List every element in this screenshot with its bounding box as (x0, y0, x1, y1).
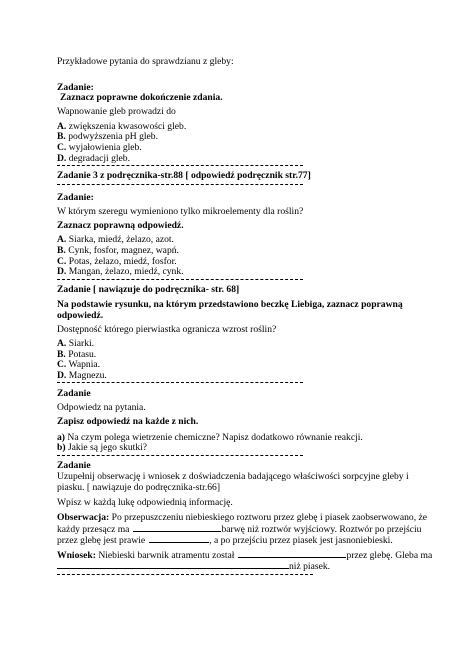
option-text: wyjałowienia gleb. (68, 142, 142, 153)
dashed-separator (57, 455, 303, 456)
observation-text: przez glebę jest prawie (57, 535, 146, 546)
task3-heading: Zadanie [ nawiązuje do podręcznika- str. 68] (57, 284, 240, 295)
option-letter: C. (57, 142, 67, 153)
option-text: podwyższenia pH gleb. (68, 131, 159, 142)
observation-text: barwę niż roztwór wyjściowy. Roztwór po przejściu (221, 524, 422, 535)
task2-option-a (57, 234, 174, 246)
task5-line2: piasku. [ nawiązuje do podręcznika-str.66] (57, 482, 221, 493)
item-letter: a) (57, 432, 65, 443)
option-letter: A. (57, 338, 67, 349)
task3-question: Dostępność którego pierwiastka ogranicza wzrost roślin? (57, 324, 277, 335)
task4-item-b (57, 442, 147, 454)
item-letter: b) (57, 442, 66, 453)
task4-heading: Zadanie (57, 388, 91, 399)
observation-label: Obserwacja: (57, 512, 110, 523)
task5-heading: Zadanie (57, 460, 91, 471)
task3-instruction-line2: odpowiedź. (57, 310, 104, 321)
option-letter: C. (57, 256, 67, 267)
task3-option-c (57, 359, 100, 371)
task5-line1: Uzupełnij obserwację i wniosek z doświadczenia badającego właściwości sorpcyjne gleby i (57, 471, 409, 482)
task2-question: W którym szeregu wymieniono tylko mikroelementy dla roślin? (57, 206, 304, 217)
option-letter: A. (57, 121, 67, 132)
option-letter: D. (57, 370, 67, 381)
option-letter: B. (57, 349, 66, 360)
observation-text: każdy przesącz ma (57, 524, 130, 535)
option-letter: D. (57, 153, 67, 164)
option-letter: B. (57, 245, 66, 256)
conclusion-text: niż piasek. (289, 561, 331, 572)
task2-instruction: Zaznacz poprawną odpowiedź. (57, 220, 184, 231)
task2-option-d (57, 266, 184, 278)
option-text: Potas, żelazo, miedź, fosfor. (68, 256, 177, 267)
task1-heading: Zadanie: (57, 82, 94, 93)
option-text: zwiększenia kwasowości gleb. (68, 121, 187, 132)
task1-option-c (57, 142, 142, 154)
document-title: Przykładowe pytania do sprawdzianu z gleby: (57, 56, 234, 67)
task3-option-a (57, 338, 94, 350)
option-text: Siarka, miedź, żelazo, azot. (68, 234, 174, 245)
task2-option-b (57, 245, 179, 257)
conclusion-line2 (57, 560, 330, 573)
item-text: Jakie są jego skutki? (67, 442, 148, 453)
dashed-separator (57, 184, 303, 185)
option-text: Mangan, żelazo, miedź, cynk. (68, 266, 184, 277)
option-text: Potasu. (68, 349, 97, 360)
task3-option-d (57, 370, 107, 382)
task2-heading: Zadanie: (57, 192, 94, 203)
observation-text: , a po przejściu przez piasek jest jasnoniebieski. (209, 535, 393, 546)
option-letter: D. (57, 266, 67, 277)
option-letter: C. (57, 359, 67, 370)
dashed-separator (57, 574, 313, 575)
observation-line1 (57, 512, 427, 524)
observation-text: Po przepuszczeniu niebieskiego roztworu przez glebę i piasek zaobserwowano, że (111, 512, 428, 523)
task4-instruction: Zapisz odpowiedź na każde z nich. (57, 416, 199, 427)
task5-line3: Wpisz w każdą lukę odpowiednią informację. (57, 497, 233, 508)
dashed-separator (57, 382, 303, 383)
task1-option-b (57, 131, 158, 143)
option-text: Siarki. (68, 338, 95, 349)
textbook-reference: Zadanie 3 z podręcznika-str.88 [ odpowiedź podręcznik str.77] (57, 170, 311, 181)
task1-instruction: Zaznacz poprawne dokończenie zdania. (60, 92, 223, 103)
fill-in-blank[interactable] (149, 534, 209, 543)
option-text: Wapnia. (68, 359, 101, 370)
task3-instruction-line1: Na podstawie rysunku, na którym przedstawiono beczkę Liebiga, zaznacz poprawną (57, 299, 403, 310)
fill-in-blank[interactable] (133, 523, 221, 532)
conclusion-text: przez glebę. Gleba ma (346, 550, 433, 561)
task4-intro: Odpowiedz na pytania. (57, 402, 146, 413)
conclusion-label: Wniosek: (57, 550, 96, 561)
option-letter: B. (57, 131, 66, 142)
fill-in-blank[interactable] (238, 549, 346, 558)
option-text: degradacji gleb. (68, 153, 130, 164)
dashed-separator (57, 279, 303, 280)
option-letter: A. (57, 234, 67, 245)
observation-line3 (57, 534, 393, 547)
task1-option-d (57, 153, 130, 165)
item-text: Na czym polega wietrzenie chemiczne? Napisz dodatkowo równanie reakcji. (67, 432, 363, 443)
option-text: Cynk, fosfor, magnez, wapń. (68, 245, 179, 256)
fill-in-blank[interactable] (57, 560, 289, 569)
task1-question: Wapnowanie gleb prowadzi do (57, 106, 176, 117)
conclusion-text: Niebieski barwnik atramentu został (98, 550, 235, 561)
option-text: Magnezu. (68, 370, 107, 381)
dashed-separator (57, 165, 303, 166)
